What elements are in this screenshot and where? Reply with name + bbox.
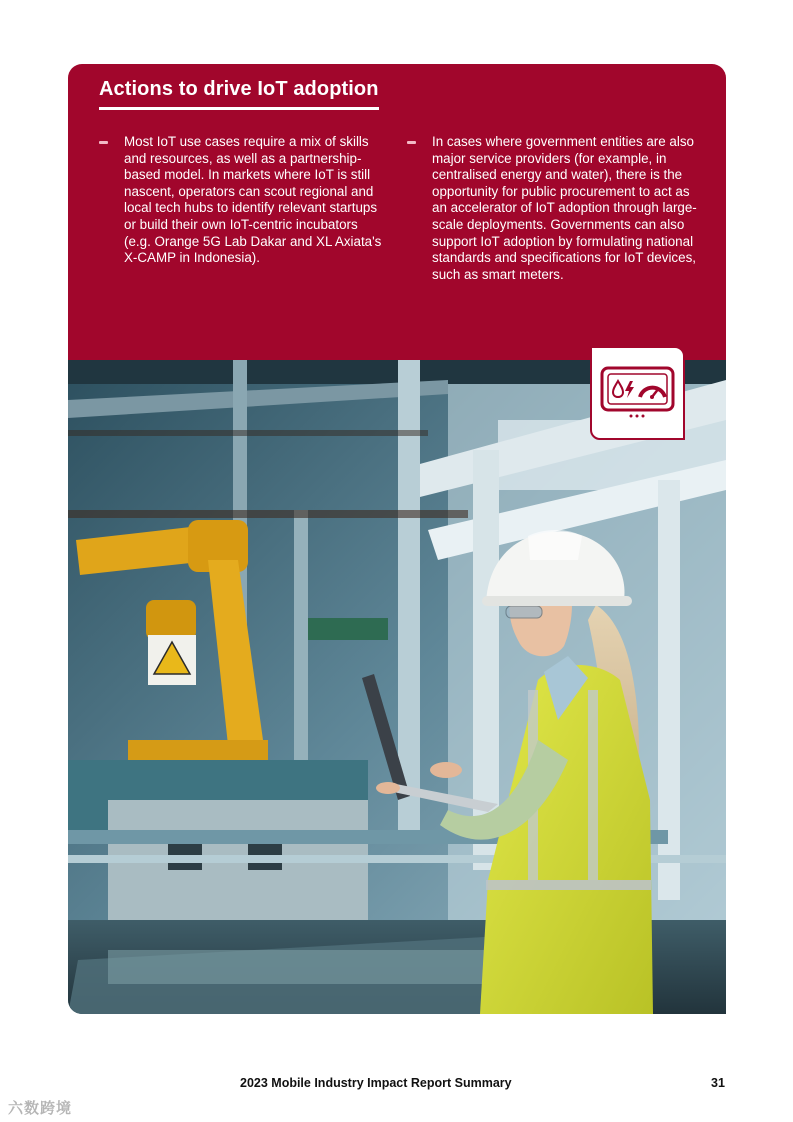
smart-meter-icon [592,348,683,438]
smart-meter-badge [590,346,685,440]
factory-worker-photo [68,360,726,1014]
bullet-dash-icon [407,141,416,144]
bullet-text: In cases where government entities are also major service providers (for example, in centralised energy and water), there is the opportunity for public procurement to act as an accelerator of IoT adoption through large-scale deployments. Governments can also support IoT adoption by formulating national standards and specifications for IoT devices, such as smart meters. [432,134,697,282]
actions-panel [68,64,726,360]
bullet-item [407,134,707,283]
watermark-logo: 六数跨境 [8,1100,73,1117]
footer-report-title: 2023 Mobile Industry Impact Report Summary [240,1076,512,1090]
bullet-text: Most IoT use cases require a mix of skills and resources, as well as a partnership-based model. In markets where IoT is still nascent, operators can scout regional and local tech hubs to identify relevant startups or build their own IoT-centric incubators (e.g. Orange 5G Lab Dakar and XL Axiata's X-CAMP in Indonesia). [124,134,382,266]
bullet-dash-icon [99,141,108,144]
page-number: 31 [711,1076,725,1090]
panel-heading: Actions to drive IoT adoption [99,78,379,110]
bullet-item [99,134,384,267]
content-card [68,64,726,1014]
